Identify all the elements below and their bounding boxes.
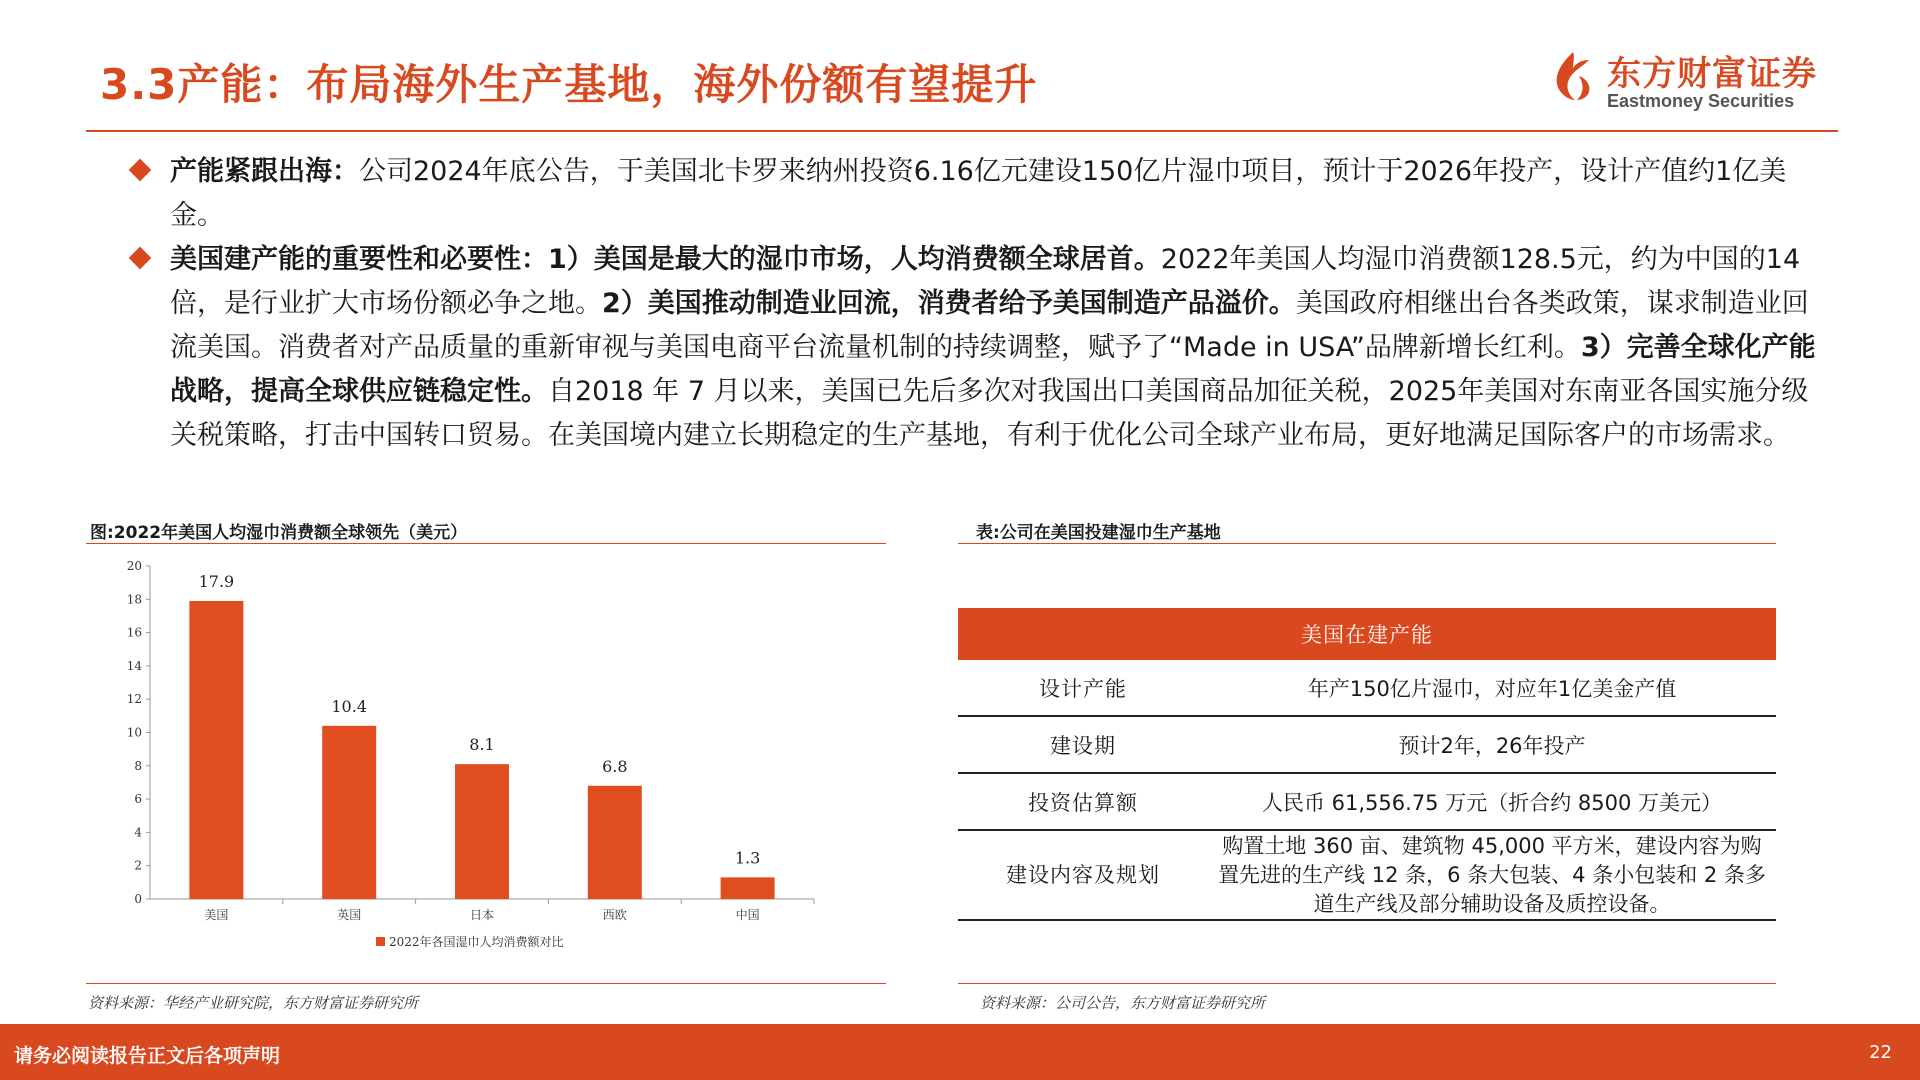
y-tick-label: 6	[134, 792, 142, 807]
table-source: 资料来源：公司公告，东方财富证券研究所	[980, 994, 1266, 1012]
flame-logo-icon	[1545, 48, 1601, 104]
bar-chart-svg	[86, 556, 886, 976]
table-cell-key: 建设期	[958, 716, 1208, 773]
bar	[322, 726, 376, 899]
diamond-bullet-icon	[129, 159, 152, 182]
page-title: 3.3产能：布局海外生产基地，海外份额有望提升	[100, 60, 1038, 109]
bar	[455, 764, 509, 899]
x-tick-label: 美国	[204, 908, 229, 922]
data-label: 17.9	[198, 571, 235, 591]
bar	[721, 877, 775, 899]
table-cell-key: 建设内容及规划	[958, 830, 1208, 920]
footer-bar	[0, 1024, 1920, 1080]
table-caption: 表:公司在美国投建湿巾生产基地	[976, 523, 1221, 543]
bullet-lead: 美国建产能的重要性和必要性：1）美国是最大的湿巾市场，人均消费额全球居首。	[170, 244, 1161, 275]
bullet-body: 美国政府相继出台各类政策，谋求制造业回流美国。消费者对产品质量的重新审视与美国电商平台流量机制的持续调整，赋予了“Made in USA”品牌新增长红利。	[170, 288, 1809, 363]
footer-disclaimer: 请务必阅读报告正文后各项声明	[14, 1045, 281, 1067]
page-number: 22	[1869, 1042, 1892, 1063]
y-tick-label: 14	[126, 658, 142, 673]
table-header: 美国在建产能	[958, 608, 1776, 660]
table-row	[958, 830, 1776, 920]
chart-source-rule	[86, 983, 886, 984]
data-label: 1.3	[734, 848, 761, 868]
bar	[588, 786, 642, 899]
y-tick-label: 10	[126, 725, 142, 740]
bullet-text	[170, 238, 1820, 458]
y-tick-label: 12	[126, 692, 142, 707]
data-label: 6.8	[602, 756, 628, 776]
table-cell-key: 设计产能	[958, 660, 1208, 716]
y-tick-label: 8	[134, 758, 142, 773]
x-tick-label: 英国	[337, 908, 362, 922]
y-tick-label: 20	[126, 559, 142, 573]
x-tick-label: 西欧	[602, 908, 627, 922]
legend-swatch	[376, 937, 385, 946]
y-tick-label: 16	[126, 625, 142, 640]
data-label: 10.4	[331, 696, 368, 716]
bullet-point-2: 2）美国推动制造业回流，消费者给予美国制造产品溢价。	[602, 288, 1296, 319]
diamond-bullet-icon	[129, 247, 152, 270]
table-cell-value: 人民币 61,556.75 万元（折合约 8500 万美元）	[1208, 773, 1776, 830]
legend-label: 2022年各国湿巾人均消费额对比	[389, 935, 564, 949]
table-cell-key: 投资估算额	[958, 773, 1208, 830]
table-row	[958, 660, 1776, 716]
y-tick-label: 18	[126, 592, 142, 607]
x-tick-label: 中国	[735, 908, 760, 922]
bar	[189, 601, 243, 899]
table-cell-value: 购置土地 360 亩、建筑物 45,000 平方米，建设内容为购置先进的生产线 12 条，6 条大包装、4 条小包装和 2 条多道生产线及部分辅助设备及质控设备。	[1208, 830, 1776, 920]
data-label: 8.1	[469, 735, 495, 755]
y-tick-label: 4	[134, 825, 142, 840]
table-cell-value: 年产150亿片湿巾，对应年1亿美金产值	[1208, 660, 1776, 716]
table-cell-value: 预计2年，26年投产	[1208, 716, 1776, 773]
bullet-body: 公司2024年底公告，于美国北卡罗来纳州投资6.16亿元建设150亿片湿巾项目，预计于2026年投产，设计产值约1亿美金。	[170, 156, 1787, 231]
bullet-body: 自2018 年 7 月以来，美国已先后多次对我国出口美国商品加征关税，2025年美国对东南亚各国实施分级关税策略，打击中国转口贸易。在美国境内建立长期稳定的生产基地，有利于优化公司全球产业布局，更好地满足国际客户的市场需求。	[170, 376, 1809, 451]
table-source-rule	[958, 983, 1776, 984]
chart-caption-rule	[86, 543, 886, 544]
x-tick-label: 日本	[469, 908, 495, 922]
bullet-capacity	[120, 150, 1820, 238]
table-caption-rule	[958, 543, 1776, 544]
table-row	[958, 716, 1776, 773]
logo-english-name: Eastmoney Securities	[1607, 91, 1795, 111]
capacity-table	[958, 608, 1776, 921]
bullet-text	[170, 150, 1820, 238]
y-tick-label: 0	[134, 892, 142, 906]
bullet-point-3: 3）完善全球化产能战略，提高全球供应链稳定性。	[170, 332, 1816, 407]
bullet-importance	[120, 238, 1820, 458]
bullet-body: 2022年美国人均湿巾消费额128.5元，约为中国的14倍，是行业扩大市场份额必争之地。	[170, 244, 1801, 319]
company-logo	[1545, 40, 1845, 120]
header-divider	[86, 130, 1838, 132]
bullet-lead: 产能紧跟出海：	[170, 156, 359, 187]
bar-chart	[86, 556, 886, 976]
chart-source: 资料来源：华经产业研究院，东方财富证券研究所	[88, 994, 419, 1012]
table-row	[958, 773, 1776, 830]
chart-caption: 图:2022年美国人均湿巾消费额全球领先（美元）	[90, 523, 468, 543]
y-tick-label: 2	[134, 858, 142, 873]
logo-chinese-name: 东方财富证券	[1607, 54, 1817, 94]
